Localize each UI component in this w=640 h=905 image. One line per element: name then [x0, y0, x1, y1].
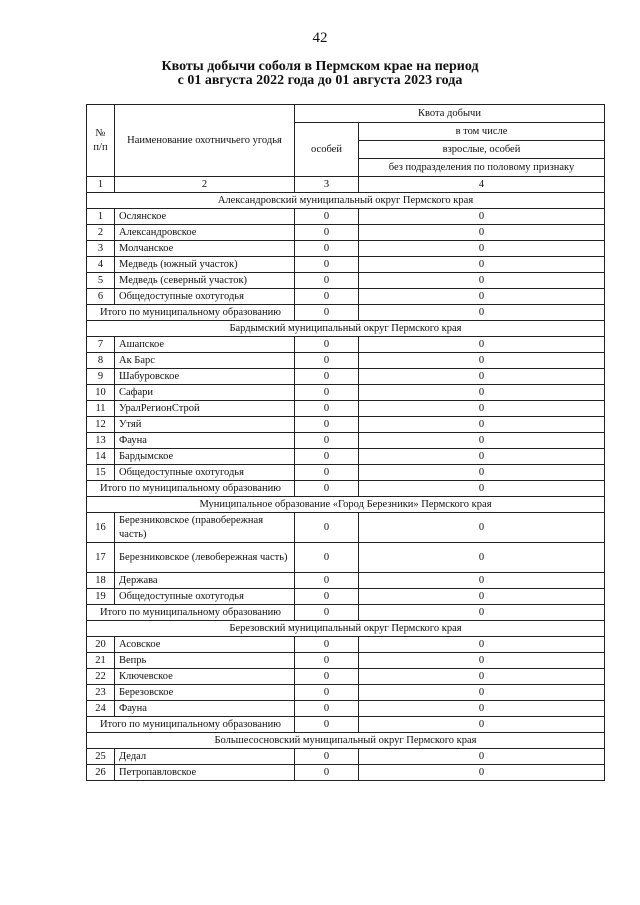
hunting-ground-name: Молчанское: [115, 241, 295, 257]
section-title: Бардымский муниципальный округ Пермского края: [87, 321, 605, 337]
table-row: [87, 669, 605, 685]
table-row: [87, 685, 605, 701]
quota-individuals: 0: [295, 685, 359, 701]
row-number: 24: [87, 701, 115, 717]
total-adults: 0: [359, 605, 605, 621]
hunting-ground-name: Березовское: [115, 685, 295, 701]
row-number: 11: [87, 401, 115, 417]
hunting-ground-name: Сафари: [115, 385, 295, 401]
quota-individuals: 0: [295, 289, 359, 305]
table-row: [87, 337, 605, 353]
quota-individuals: 0: [295, 273, 359, 289]
hunting-ground-name: Ак Барс: [115, 353, 295, 369]
quota-individuals: 0: [295, 433, 359, 449]
hunting-ground-name: Медведь (северный участок): [115, 273, 295, 289]
table-header: [87, 105, 605, 193]
table-row: [87, 369, 605, 385]
total-row: [87, 605, 605, 621]
row-number: 4: [87, 257, 115, 273]
quota-adults: 0: [359, 433, 605, 449]
table-row: [87, 573, 605, 589]
row-number: 3: [87, 241, 115, 257]
header-individuals: особей: [295, 123, 359, 177]
quota-individuals: 0: [295, 337, 359, 353]
section-header-row: [87, 621, 605, 637]
table-row: [87, 433, 605, 449]
quota-individuals: 0: [295, 209, 359, 225]
quota-adults: 0: [359, 257, 605, 273]
quota-adults: 0: [359, 765, 605, 781]
col-number: 3: [295, 177, 359, 193]
title-line-2: с 01 августа 2022 года до 01 августа 2023 года: [177, 73, 463, 88]
section-header-row: [87, 497, 605, 513]
table-row: [87, 449, 605, 465]
col-number: 1: [87, 177, 115, 193]
hunting-ground-name: Фауна: [115, 433, 295, 449]
row-number: 13: [87, 433, 115, 449]
section-header-row: [87, 193, 605, 209]
table-body: [87, 193, 605, 781]
quota-individuals: 0: [295, 401, 359, 417]
quota-adults: 0: [359, 401, 605, 417]
quota-adults: 0: [359, 209, 605, 225]
table-row: [87, 257, 605, 273]
quota-individuals: 0: [295, 449, 359, 465]
row-number: 14: [87, 449, 115, 465]
quota-adults: 0: [359, 749, 605, 765]
header-num: № п/п: [87, 105, 115, 177]
hunting-ground-name: Асовское: [115, 637, 295, 653]
hunting-ground-name: Шабуровское: [115, 369, 295, 385]
quota-adults: 0: [359, 685, 605, 701]
header-adults: взрослые, особей: [359, 141, 605, 159]
hunting-ground-name: Медведь (южный участок): [115, 257, 295, 273]
quota-adults: 0: [359, 637, 605, 653]
hunting-ground-name: Дедал: [115, 749, 295, 765]
section-title: Большесосновский муниципальный округ Пермского края: [87, 733, 605, 749]
row-number: 16: [87, 513, 115, 543]
total-row: [87, 481, 605, 497]
document-title: [0, 60, 640, 88]
quota-individuals: 0: [295, 385, 359, 401]
hunting-ground-name: Общедоступные охотугодья: [115, 289, 295, 305]
hunting-ground-name: Держава: [115, 573, 295, 589]
quota-individuals: 0: [295, 369, 359, 385]
table-row: [87, 289, 605, 305]
title-line-1: Квоты добычи соболя в Пермском крае на период: [161, 59, 479, 74]
row-number: 5: [87, 273, 115, 289]
hunting-ground-name: Вепрь: [115, 653, 295, 669]
quota-individuals: 0: [295, 465, 359, 481]
quota-adults: 0: [359, 589, 605, 605]
quota-adults: 0: [359, 369, 605, 385]
quota-individuals: 0: [295, 543, 359, 573]
total-label: Итого по муниципальному образованию: [87, 481, 295, 497]
quota-adults: 0: [359, 353, 605, 369]
quota-adults: 0: [359, 449, 605, 465]
section-header-row: [87, 733, 605, 749]
quota-adults: 0: [359, 543, 605, 573]
hunting-ground-name: Березниковское (правобережная часть): [115, 513, 295, 543]
total-row: [87, 717, 605, 733]
table-row: [87, 241, 605, 257]
quota-individuals: 0: [295, 417, 359, 433]
quota-adults: 0: [359, 241, 605, 257]
row-number: 25: [87, 749, 115, 765]
row-number: 8: [87, 353, 115, 369]
total-label: Итого по муниципальному образованию: [87, 605, 295, 621]
table-row: [87, 589, 605, 605]
row-number: 21: [87, 653, 115, 669]
quota-adults: 0: [359, 669, 605, 685]
quota-adults: 0: [359, 417, 605, 433]
total-individuals: 0: [295, 605, 359, 621]
header-quota: Квота добычи: [295, 105, 605, 123]
section-header-row: [87, 321, 605, 337]
quota-individuals: 0: [295, 749, 359, 765]
hunting-ground-name: Бардымское: [115, 449, 295, 465]
row-number: 10: [87, 385, 115, 401]
quota-individuals: 0: [295, 257, 359, 273]
table-row: [87, 465, 605, 481]
header-including: в том числе: [359, 123, 605, 141]
row-number: 7: [87, 337, 115, 353]
total-adults: 0: [359, 481, 605, 497]
hunting-ground-name: Березниковское (левобережная часть): [115, 543, 295, 573]
total-individuals: 0: [295, 717, 359, 733]
table-row: [87, 749, 605, 765]
row-number: 9: [87, 369, 115, 385]
row-number: 15: [87, 465, 115, 481]
quota-adults: 0: [359, 273, 605, 289]
table-row: [87, 417, 605, 433]
hunting-ground-name: Общедоступные охотугодья: [115, 589, 295, 605]
total-individuals: 0: [295, 481, 359, 497]
hunting-ground-name: Ашапское: [115, 337, 295, 353]
page-number: 42: [312, 30, 328, 46]
row-number: 23: [87, 685, 115, 701]
table-row: [87, 701, 605, 717]
row-number: 17: [87, 543, 115, 573]
quota-individuals: 0: [295, 241, 359, 257]
section-title: Александровский муниципальный округ Пермского края: [87, 193, 605, 209]
row-number: 18: [87, 573, 115, 589]
quota-adults: 0: [359, 385, 605, 401]
quota-individuals: 0: [295, 513, 359, 543]
total-individuals: 0: [295, 305, 359, 321]
quota-table: [86, 104, 605, 781]
row-number: 20: [87, 637, 115, 653]
quota-individuals: 0: [295, 353, 359, 369]
quota-individuals: 0: [295, 653, 359, 669]
row-number: 6: [87, 289, 115, 305]
quota-individuals: 0: [295, 765, 359, 781]
table-row: [87, 353, 605, 369]
quota-individuals: 0: [295, 701, 359, 717]
table-row: [87, 385, 605, 401]
quota-adults: 0: [359, 225, 605, 241]
section-title: Муниципальное образование «Город Березники» Пермского края: [87, 497, 605, 513]
section-title: Березовский муниципальный округ Пермского края: [87, 621, 605, 637]
total-label: Итого по муниципальному образованию: [87, 305, 295, 321]
quota-adults: 0: [359, 653, 605, 669]
hunting-ground-name: Ослянское: [115, 209, 295, 225]
table-row: [87, 273, 605, 289]
hunting-ground-name: Общедоступные охотугодья: [115, 465, 295, 481]
quota-individuals: 0: [295, 589, 359, 605]
hunting-ground-name: Утяй: [115, 417, 295, 433]
row-number: 22: [87, 669, 115, 685]
hunting-ground-name: УралРегионСтрой: [115, 401, 295, 417]
total-adults: 0: [359, 717, 605, 733]
hunting-ground-name: Александровское: [115, 225, 295, 241]
quota-adults: 0: [359, 289, 605, 305]
total-row: [87, 305, 605, 321]
quota-individuals: 0: [295, 573, 359, 589]
quota-adults: 0: [359, 573, 605, 589]
table-row: [87, 543, 605, 573]
table-row: [87, 765, 605, 781]
header-name: Наименование охотничьего угодья: [115, 105, 295, 177]
quota-adults: 0: [359, 513, 605, 543]
row-number: 19: [87, 589, 115, 605]
quota-adults: 0: [359, 701, 605, 717]
total-label: Итого по муниципальному образованию: [87, 717, 295, 733]
table-row: [87, 209, 605, 225]
row-number: 26: [87, 765, 115, 781]
quota-individuals: 0: [295, 669, 359, 685]
hunting-ground-name: Петропавловское: [115, 765, 295, 781]
table-row: [87, 637, 605, 653]
quota-individuals: 0: [295, 225, 359, 241]
quota-adults: 0: [359, 465, 605, 481]
total-adults: 0: [359, 305, 605, 321]
table-row: [87, 513, 605, 543]
col-number: 2: [115, 177, 295, 193]
quota-adults: 0: [359, 337, 605, 353]
hunting-ground-name: Фауна: [115, 701, 295, 717]
table-row: [87, 401, 605, 417]
row-number: 12: [87, 417, 115, 433]
quota-individuals: 0: [295, 637, 359, 653]
table-row: [87, 225, 605, 241]
row-number: 1: [87, 209, 115, 225]
row-number: 2: [87, 225, 115, 241]
table-row: [87, 653, 605, 669]
hunting-ground-name: Ключевское: [115, 669, 295, 685]
header-no-sex: без подразделения по половому признаку: [359, 159, 605, 177]
col-number: 4: [359, 177, 605, 193]
